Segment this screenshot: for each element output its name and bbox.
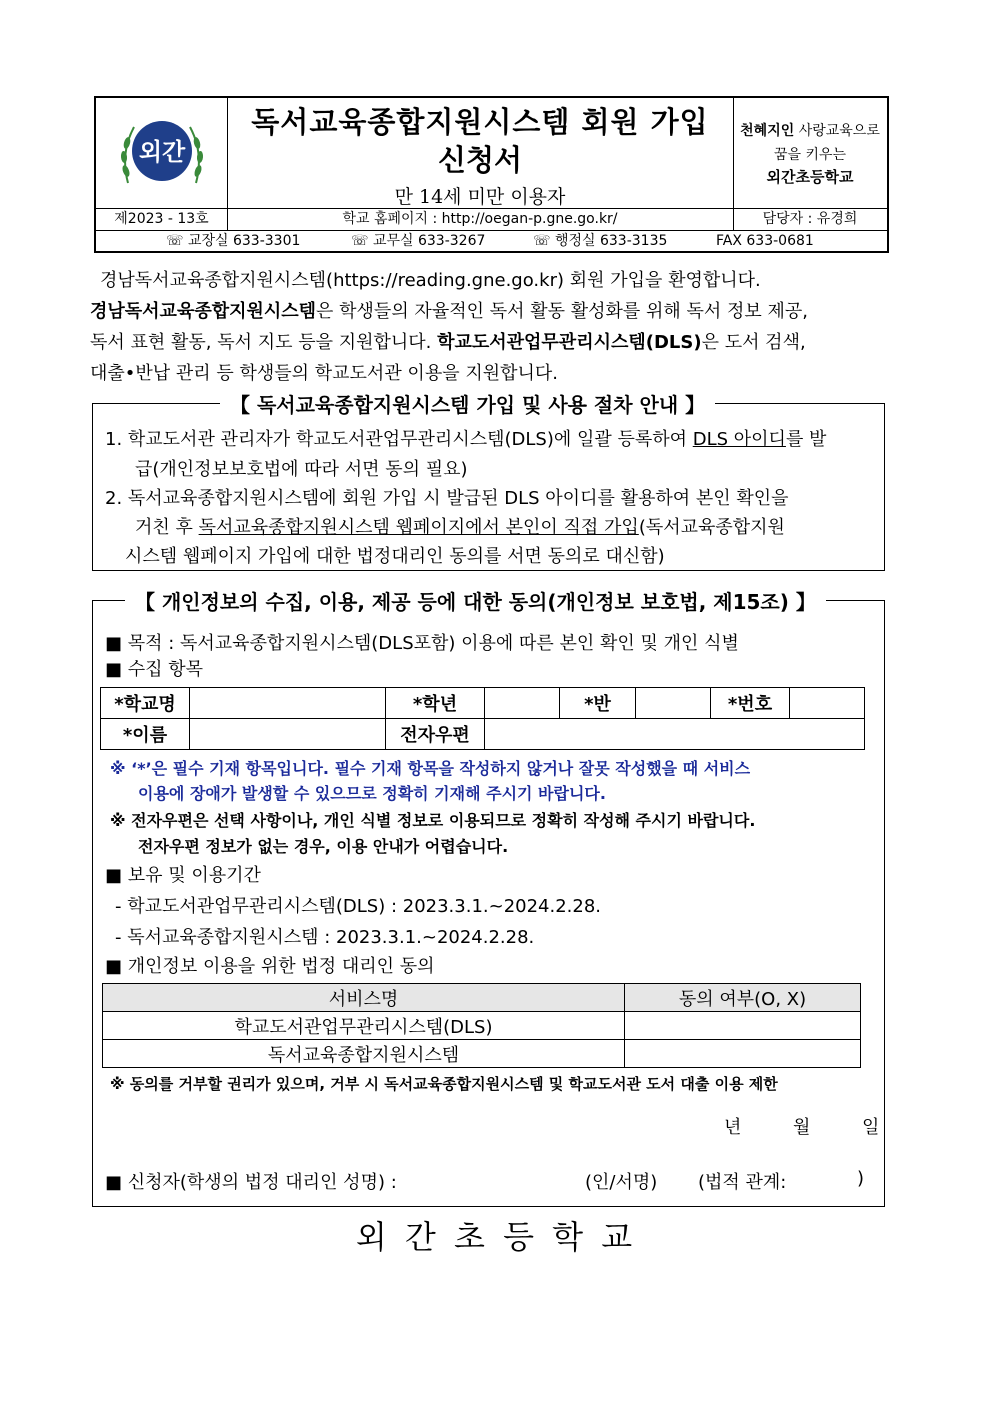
phone-staff: ☏ 교무실 633-3267 (351, 233, 486, 249)
consent-purpose: ■ 목적 : 독서교육종합지원시스템(DLS포함) 이용에 따른 본인 확인 및 개인 식별 (105, 633, 739, 654)
agree-reading-field[interactable] (625, 1040, 861, 1068)
school-emblem-icon (114, 113, 210, 193)
guardian-consent-heading: ■ 개인정보 이용을 위한 법정 대리인 동의 (105, 956, 435, 977)
intro-line3 (90, 327, 900, 358)
guide-title: 【 독서교육종합지원시스템 가입 및 사용 절차 안내 】 (220, 389, 715, 418)
guide-item1-a: 1. 학교도서관 관리자가 학교도서관업무관리시스템(DLS)에 일괄 등록하여 (105, 429, 693, 450)
motto-rest: 사랑교육으로 (794, 123, 880, 139)
name-label: *이름 (101, 719, 190, 750)
date-day: 일 (862, 1117, 880, 1138)
page-subtitle: 만 14세 미만 이용자 (394, 186, 566, 208)
header-info-row (96, 208, 887, 231)
intro-bold-dls: 학교도서관업무관리시스템(DLS) (437, 332, 702, 353)
intro-line2-rest: 은 학생들의 자율적인 독서 활동 활성화를 위해 독서 정보 제공, (316, 301, 808, 322)
required-note-cont: 이용에 장애가 발생할 수 있으므로 정확히 기재해 주시기 바랍니다. (138, 784, 606, 803)
intro-bold-system: 경남독서교육종합지원시스템 (90, 301, 317, 322)
email-note-cont: 전자우편 정보가 없는 경우, 이용 안내가 어렵습니다. (138, 837, 509, 856)
document-header (94, 96, 889, 253)
phone-admin: ☏ 행정실 633-3135 (533, 233, 668, 249)
email-note: ※ 전자우편은 선택 사항이나, 개인 식별 정보로 이용되므로 정확히 작성해 주시기 바랍니다. (110, 811, 756, 830)
date-year: 년 (724, 1117, 742, 1138)
number-field[interactable] (790, 688, 865, 719)
relation-close: ) (857, 1168, 865, 1189)
guardian-consent-table (102, 983, 861, 1068)
student-info-form (100, 687, 865, 750)
homepage-link[interactable]: 학교 홈페이지 : http://oegan-p.gne.go.kr/ (227, 209, 734, 231)
seal-label: (인/서명) (585, 1172, 658, 1193)
motto-school: 외간초등학교 (766, 168, 854, 186)
consent-title: 【 개인정보의 수집, 이용, 제공 등에 대한 동의(개인정보 보호법, 제15조) 】 (125, 586, 826, 615)
intro-line3-b: 은 도서 검색, (701, 332, 806, 353)
title-cell (227, 98, 734, 208)
intro-line4: 대출•반납 관리 등 학생들의 학교도서관 이용을 지원합니다. (90, 363, 558, 384)
agree-header: 동의 여부(O, X) (625, 984, 861, 1012)
service-name-header: 서비스명 (103, 984, 625, 1012)
guide-item2-b: 거친 후 (135, 517, 199, 538)
intro-line2 (90, 296, 900, 327)
guide-item-1 (105, 425, 826, 451)
contact-row (96, 230, 887, 252)
manager-name: 담당자 : 유경희 (762, 211, 858, 227)
intro-line3-a: 독서 표현 활동, 독서 지도 등을 지원합니다. (90, 332, 438, 353)
phone-principal: ☏ 교장실 633-3301 (166, 233, 301, 249)
agree-dls-field[interactable] (625, 1012, 861, 1040)
guide-item-2-cont2: 시스템 웹페이지 가입에 대한 법정대리인 동의를 서면 동의로 대신함) (125, 546, 665, 567)
refuse-note: ※ 동의를 거부할 권리가 있으며, 거부 시 독서교육종합지원시스템 및 학교도서관 도서 대출 이용 제한 (110, 1075, 778, 1093)
guide-item-2: 2. 독서교육종합지원시스템에 회원 가입 시 발급된 DLS 아이디를 활용하여 본인 확인을 (105, 488, 789, 509)
motto-bold: 천혜지인 (740, 123, 795, 139)
guide-item-2-cont (135, 513, 785, 539)
motto-line2: 꿈을 키우는 (773, 147, 847, 163)
email-field[interactable] (485, 719, 865, 750)
fax-number: FAX 633-0681 (716, 233, 814, 249)
footer-school-name: 외 간 초 등 학 교 (355, 1218, 637, 1256)
page-title: 독서교육종합지원시스템 회원 가입 (251, 105, 709, 139)
service-reading: 독서교육종합지원시스템 (103, 1040, 625, 1068)
email-label: 전자우편 (386, 719, 485, 750)
class-label: *반 (560, 688, 636, 719)
intro-line1: 경남독서교육종합지원시스템(https://reading.gne.go.kr) 회원 가입을 환영합니다. (100, 270, 761, 291)
school-logo (96, 98, 228, 208)
logo-text: 외간 (138, 138, 185, 166)
guide-item1-dls-id: DLS 아이디 (692, 429, 786, 450)
name-field[interactable] (190, 719, 386, 750)
collect-items-heading: ■ 수집 항목 (105, 659, 204, 680)
school-name-label: *학교명 (101, 688, 190, 719)
number-label: *번호 (711, 688, 790, 719)
guide-item1-b: 를 발 (785, 429, 827, 450)
page-title-line2: 신청서 (437, 143, 523, 177)
school-name-field[interactable] (190, 688, 386, 719)
retention-reading: - 독서교육종합지원시스템 : 2023.3.1.~2024.2.28. (115, 927, 535, 948)
date-month: 월 (793, 1117, 811, 1138)
applicant-label: ■ 신청자(학생의 법정 대리인 성명) : (105, 1172, 397, 1193)
retention-heading: ■ 보유 및 이용기간 (105, 865, 261, 886)
intro-paragraph (90, 265, 900, 389)
guide-item-1-cont: 급(개인정보보호법에 따라 서면 동의 필요) (135, 459, 468, 480)
guide-item2-underline: 독서교육종합지원시스템 웹페이지에서 본인이 직접 가입 (198, 517, 639, 538)
school-motto (733, 98, 887, 208)
grade-field[interactable] (485, 688, 560, 719)
service-dls: 학교도서관업무관리시스템(DLS) (103, 1012, 625, 1040)
document-number: 제2023 - 13호 (96, 209, 228, 231)
guide-item2-c: (독서교육종합지원 (638, 517, 785, 538)
retention-dls: - 학교도서관업무관리시스템(DLS) : 2023.3.1.~2024.2.28. (115, 896, 602, 917)
relation-label: (법적 관계: (698, 1172, 787, 1193)
required-note: ※ ‘*’은 필수 기재 항목입니다. 필수 기재 항목을 작성하지 않거나 잘못 작성했을 때 서비스 (110, 759, 751, 778)
grade-label: *학년 (386, 688, 485, 719)
class-field[interactable] (636, 688, 711, 719)
